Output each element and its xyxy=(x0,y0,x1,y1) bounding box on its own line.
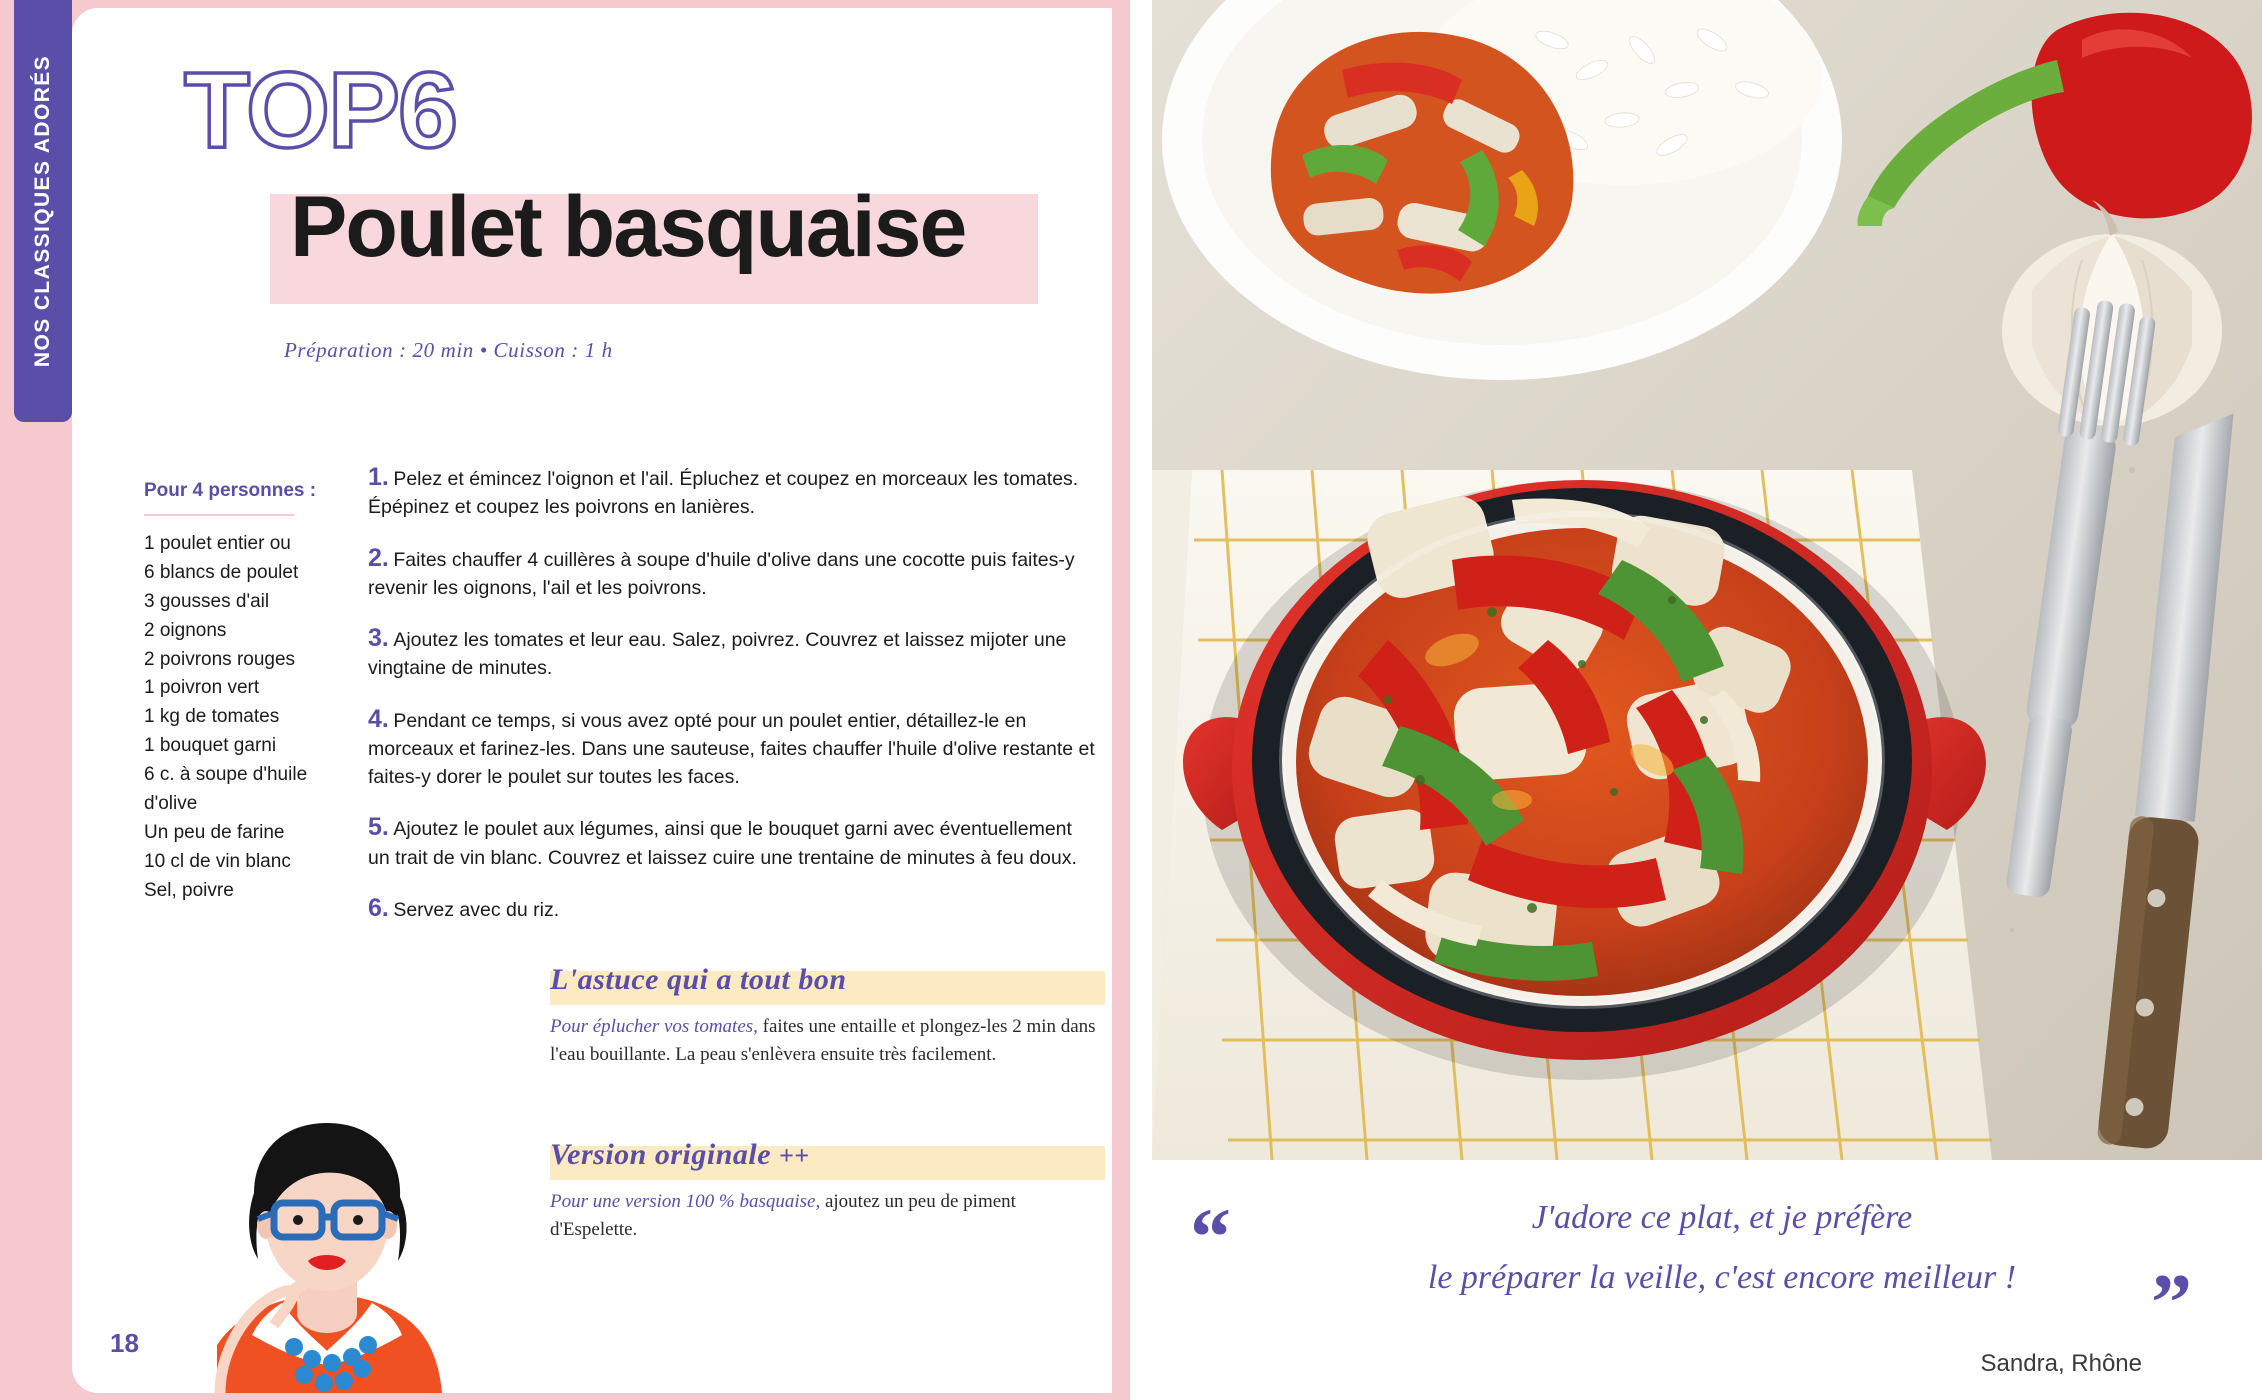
list-item: 2 poivrons rouges xyxy=(144,648,296,670)
list-item: Sel, poivre xyxy=(144,879,234,901)
tip-block-astuce xyxy=(550,963,1105,1068)
list-item: 2 oignons xyxy=(144,619,227,641)
tip-body-text: ajoutez un peu de piment d'Espelette. xyxy=(550,1191,1016,1240)
section-tab xyxy=(14,0,72,422)
step-number: 5. xyxy=(368,813,389,842)
tip-lead: Pour une version 100 % basquaise, xyxy=(550,1191,821,1212)
step-text: Pendant ce temps, si vous avez opté pour un poulet entier, détaillez-le en morceaux et farinez-les. Dans une sauteuse, faites chauffer l'huile d'olive restante et faites-y dorer le poulet sur toutes les faces. xyxy=(368,709,1095,789)
step-text: Ajoutez les tomates et leur eau. Salez, poivrez. Couvrez et laissez mijoter une vingtaine de minutes. xyxy=(368,629,1067,680)
ingredients-divider xyxy=(144,514,294,516)
right-page xyxy=(1130,0,2262,1400)
recipe-card xyxy=(72,8,1112,1393)
quote-text xyxy=(1252,1188,2192,1307)
step-text: Servez avec du riz. xyxy=(393,898,560,921)
tip-heading-plus: ++ xyxy=(779,1141,810,1170)
quote-line-2: le préparer la veille, c'est encore meilleur ! xyxy=(1427,1258,2017,1296)
list-item: 3 gousses d'ail xyxy=(144,590,270,612)
step-text: Pelez et émincez l'oignon et l'ail. Épluchez et coupez en morceaux les tomates. Épépinez et coupez les poivrons en lanières. xyxy=(368,468,1079,519)
timing-text: Préparation : 20 min • Cuisson : 1 h xyxy=(284,338,613,362)
ingredients-block xyxy=(144,480,374,905)
top-rank-label: TOP6 xyxy=(184,49,457,170)
list-item: 1 kg de tomates xyxy=(144,706,280,728)
list-item: 1 poulet entier ou xyxy=(144,533,291,554)
tip-block-version xyxy=(550,1138,1105,1243)
quote-line-1: J'adore ce plat, et je préfère xyxy=(1531,1199,1913,1236)
step-number: 2. xyxy=(368,543,389,572)
list-item: 6 c. à soupe d'huile xyxy=(144,764,308,785)
quote-open-icon: “ xyxy=(1190,1191,1231,1282)
tip-body xyxy=(550,1188,1105,1243)
testimonial-block xyxy=(1152,1170,2262,1400)
tip-lead: Pour éplucher vos tomates, xyxy=(550,1016,758,1037)
woman-illustration xyxy=(162,973,492,1393)
steps-list xyxy=(368,463,1098,946)
step-number: 3. xyxy=(368,624,389,653)
step-number: 1. xyxy=(368,463,389,491)
list-item: 1 poivron vert xyxy=(144,677,260,699)
tip-heading xyxy=(550,1138,1105,1172)
step-item xyxy=(368,544,1098,603)
ingredients-title: Pour 4 personnes : xyxy=(144,480,317,501)
tip-heading xyxy=(550,963,1105,997)
step-number: 6. xyxy=(368,893,389,922)
page-title: Poulet basquaise xyxy=(290,179,966,275)
tip-body-text: faites une entaille et plongez-les 2 min dans l'eau bouillante. La peau s'enlèvera ensuite très facilement. xyxy=(550,1016,1096,1065)
left-page xyxy=(0,0,1130,1400)
quote-author: Sandra, Rhône xyxy=(1980,1350,2142,1377)
quote-close-icon: ” xyxy=(2151,1257,2192,1348)
tip-heading-text: Version originale xyxy=(550,1138,772,1171)
step-text: Ajoutez le poulet aux légumes, ainsi que le bouquet garni avec éventuellement un trait de vin blanc. Couvrez et laissez cuire une trentaine de minutes à feu doux. xyxy=(368,818,1077,869)
step-item xyxy=(368,894,1098,924)
list-item: 6 blancs de poulet xyxy=(144,561,299,583)
step-number: 4. xyxy=(368,704,389,733)
list-item: 1 bouquet garni xyxy=(144,735,277,757)
list-item: d'olive xyxy=(144,792,198,814)
ingredients-list xyxy=(144,530,374,905)
step-item xyxy=(368,624,1098,683)
section-tab-label: NOS CLASSIQUES ADORÉS xyxy=(31,54,54,368)
tip-body xyxy=(550,1013,1105,1068)
step-item xyxy=(368,705,1098,792)
tip-heading-text: L'astuce qui a tout bon xyxy=(550,963,847,996)
list-item: 10 cl de vin blanc xyxy=(144,850,291,872)
step-item xyxy=(368,813,1098,872)
step-text: Faites chauffer 4 cuillères à soupe d'huile d'olive dans une cocotte puis faites-y revenir les oignons, l'ail et les poivrons. xyxy=(368,548,1075,599)
list-item: Un peu de farine xyxy=(144,821,285,843)
dish-photo xyxy=(1152,0,2262,1160)
page-number: 18 xyxy=(110,1328,139,1358)
step-item xyxy=(368,463,1098,522)
